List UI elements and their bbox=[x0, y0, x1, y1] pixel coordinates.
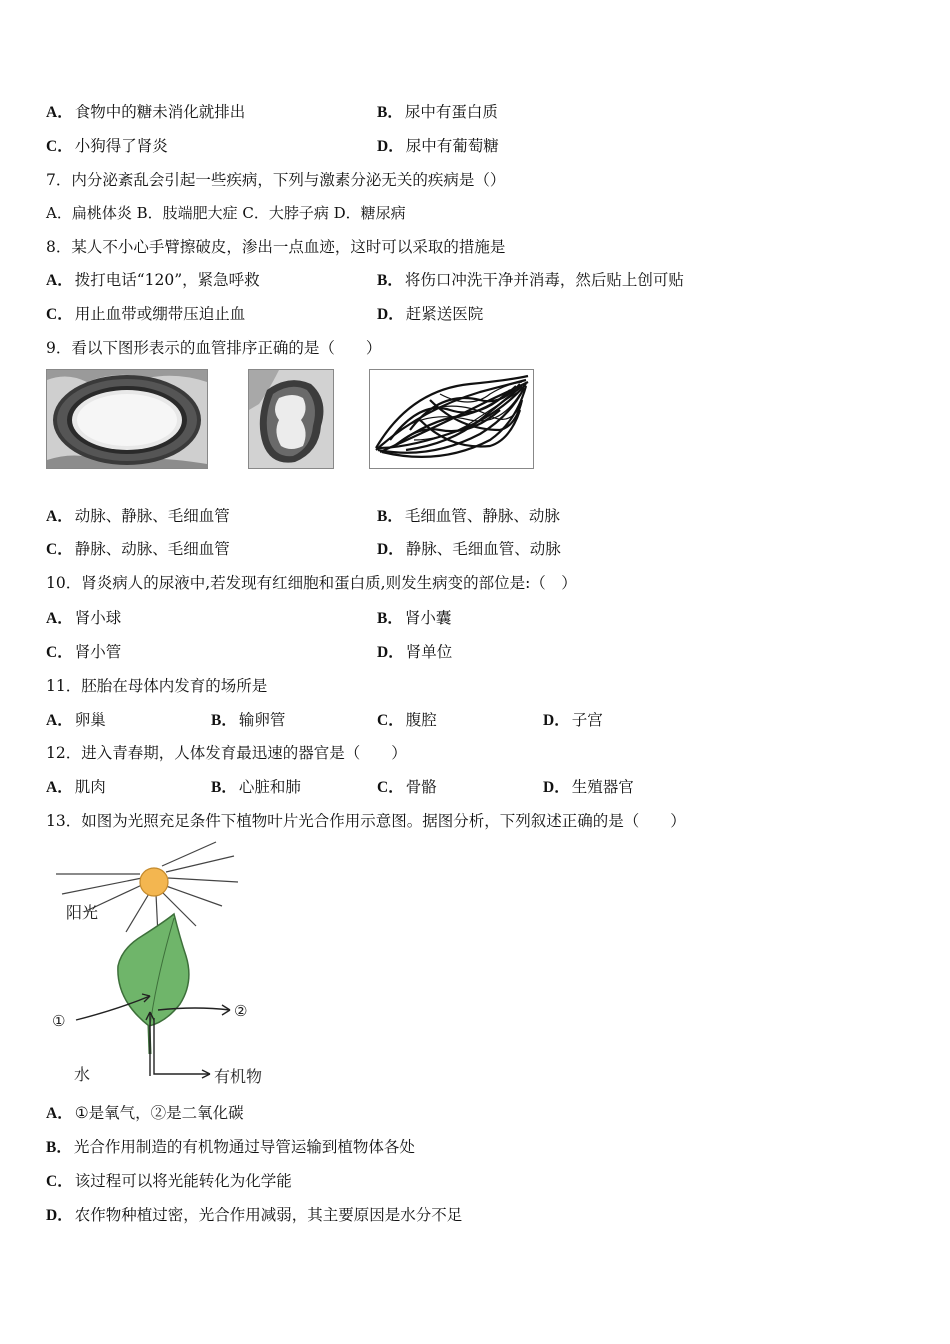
q6-option-c: C． 小狗得了肾炎 bbox=[46, 137, 168, 155]
organic-label: 有机物 bbox=[214, 1069, 263, 1086]
q8-option-a: A． 拨打电话“120”，紧急呼救 bbox=[46, 271, 260, 289]
q7-options: A．扁桃体炎 B．肢端肥大症 C．大脖子病 D．糖尿病 bbox=[46, 204, 406, 222]
q12-option-c: C． 骨骼 bbox=[377, 778, 437, 796]
q10-option-b: B． 肾小囊 bbox=[377, 609, 452, 627]
q9-option-d: D． 静脉、毛细血管、动脉 bbox=[377, 540, 561, 558]
q12-option-a: A． 肌肉 bbox=[46, 778, 106, 796]
q13-stem: 13．如图为光照充足条件下植物叶片光合作用示意图。据图分析，下列叙述正确的是（ ） bbox=[46, 812, 686, 830]
input-label: ① bbox=[52, 1012, 66, 1030]
q8-stem: 8．某人不小心手臂擦破皮，渗出一点血迹，这时可以采取的措施是 bbox=[46, 238, 506, 256]
water-label: 水 bbox=[74, 1067, 91, 1084]
q8-option-b: B． 将伤口冲洗干净并消毒，然后贴上创可贴 bbox=[377, 271, 684, 289]
q13-option-a: A． ①是氧气，②是二氧化碳 bbox=[46, 1104, 244, 1122]
q10-stem: 10．肾炎病人的尿液中,若发现有红细胞和蛋白质,则发生病变的部位是:（ ） bbox=[46, 574, 577, 592]
q9-stem: 9．看以下图形表示的血管排序正确的是（ ） bbox=[46, 339, 382, 357]
q11-stem: 11．胚胎在母体内发育的场所是 bbox=[46, 677, 268, 695]
capillary-image bbox=[369, 369, 534, 469]
q13-option-d: D． 农作物种植过密，光合作用减弱，其主要原因是水分不足 bbox=[46, 1206, 463, 1224]
q8-option-d: D． 赶紧送医院 bbox=[377, 305, 484, 323]
q10-option-a: A． 肾小球 bbox=[46, 609, 122, 627]
sunlight-label: 阳光 bbox=[66, 905, 99, 922]
q11-option-a: A． 卵巢 bbox=[46, 711, 106, 729]
q10-option-c: C． 肾小管 bbox=[46, 643, 122, 661]
artery-image bbox=[46, 369, 208, 469]
q11-option-b: B． 输卵管 bbox=[211, 711, 286, 729]
output-label: ② bbox=[234, 1002, 248, 1020]
q12-option-b: B． 心脏和肺 bbox=[211, 778, 301, 796]
q13-option-c: C． 该过程可以将光能转化为化学能 bbox=[46, 1172, 292, 1190]
q13-option-b: B． 光合作用制造的有机物通过导管运输到植物体各处 bbox=[46, 1138, 415, 1156]
q6-option-a: A． 食物中的糖未消化就排出 bbox=[46, 103, 246, 121]
q12-option-d: D． 生殖器官 bbox=[543, 778, 634, 796]
q9-option-b: B． 毛细血管、静脉、动脉 bbox=[377, 507, 560, 525]
q9-option-a: A． 动脉、静脉、毛细血管 bbox=[46, 507, 230, 525]
q10-option-d: D． 肾单位 bbox=[377, 643, 453, 661]
q11-option-d: D． 子宫 bbox=[543, 711, 603, 729]
q9-option-c: C． 静脉、动脉、毛细血管 bbox=[46, 540, 230, 558]
q7-stem: 7．内分泌紊乱会引起一些疾病，下列与激素分泌无关的疾病是（） bbox=[46, 171, 506, 189]
photosynthesis-figure bbox=[46, 840, 286, 1090]
vein-image bbox=[248, 369, 334, 469]
sun-icon bbox=[140, 868, 168, 896]
q12-stem: 12．进入青春期，人体发育最迅速的器官是（ ） bbox=[46, 744, 407, 762]
q11-option-c: C． 腹腔 bbox=[377, 711, 437, 729]
q6-option-d: D． 尿中有葡萄糖 bbox=[377, 137, 499, 155]
q8-option-c: C． 用止血带或绷带压迫止血 bbox=[46, 305, 246, 323]
leaf-icon bbox=[118, 914, 189, 1026]
q6-option-b: B． 尿中有蛋白质 bbox=[377, 103, 498, 121]
